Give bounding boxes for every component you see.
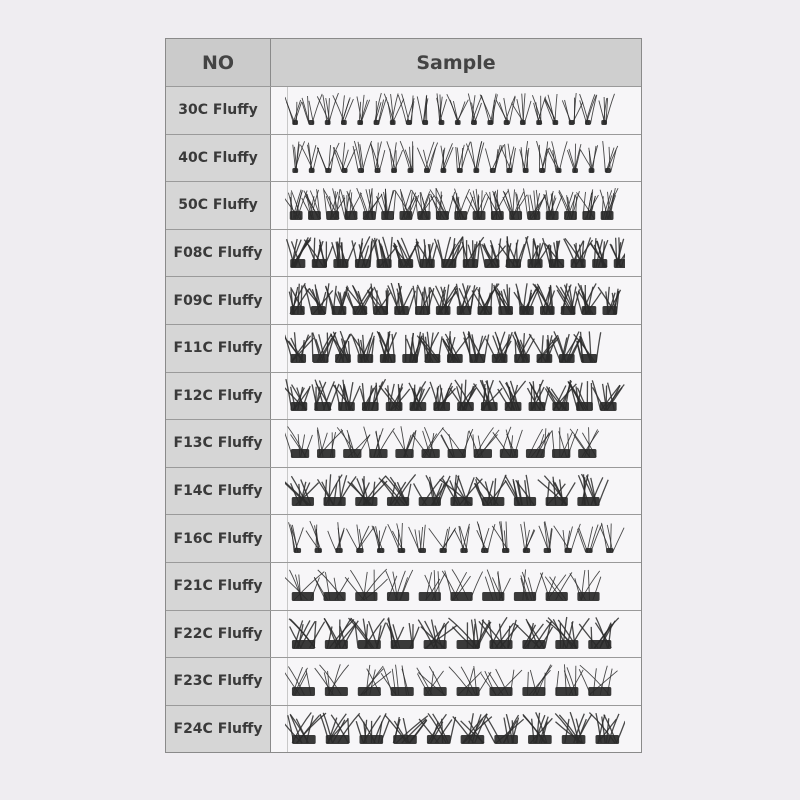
table-row [166, 419, 641, 467]
lash-strip-image [285, 519, 625, 557]
lash-cluster [493, 427, 523, 458]
lash-cluster [482, 570, 510, 601]
lash-strip-image [285, 91, 625, 129]
lash-cluster [526, 428, 552, 458]
lash-cluster [545, 94, 559, 125]
lash-cluster [580, 145, 597, 173]
lash-cluster [441, 428, 473, 458]
lash-sample-cell [271, 706, 641, 753]
lash-cluster [579, 617, 619, 649]
lash-cluster [393, 426, 416, 458]
lash-cluster [339, 190, 361, 221]
lash-cluster [449, 666, 491, 696]
table-row [166, 276, 641, 324]
lash-cluster [524, 189, 545, 221]
lash-sample-cell [271, 135, 641, 182]
lash-cluster [318, 474, 357, 506]
lash-cluster [514, 569, 543, 601]
lash-cluster [285, 332, 314, 363]
lash-cluster [479, 238, 505, 268]
table-row [166, 610, 641, 658]
product-name: F24C Fluffy [166, 706, 271, 753]
lash-cluster [600, 188, 618, 220]
lash-cluster [577, 474, 608, 506]
lash-cluster [372, 526, 386, 553]
lash-cluster [409, 525, 426, 553]
lash-cluster [417, 332, 442, 363]
lash-strip-image [285, 329, 625, 367]
lash-cluster [469, 428, 499, 458]
lash-cluster [552, 331, 581, 363]
product-name: 40C Fluffy [166, 135, 271, 182]
lash-cluster [357, 188, 382, 220]
lash-cluster [527, 379, 549, 410]
lash-cluster [302, 189, 321, 220]
product-name: F14C Fluffy [166, 468, 271, 515]
table-row [166, 705, 641, 753]
lash-cluster [302, 94, 322, 125]
lash-cluster [315, 664, 349, 696]
product-name: F08C Fluffy [166, 230, 271, 277]
lash-cluster [456, 141, 471, 172]
lash-sample-cell [271, 468, 641, 515]
table-row [166, 324, 641, 372]
lash-cluster [289, 618, 325, 648]
lash-cluster [555, 712, 592, 744]
product-name: F16C Fluffy [166, 515, 271, 562]
lash-cluster [541, 572, 572, 601]
lash-cluster [441, 143, 454, 173]
lash-sample-cell [271, 515, 641, 562]
lash-cluster [285, 190, 307, 220]
lash-cluster [532, 95, 545, 125]
lash-cluster [333, 142, 355, 173]
lash-cluster [285, 379, 310, 411]
lash-cluster [384, 94, 404, 125]
lash-cluster [435, 236, 464, 267]
lash-cluster [409, 381, 430, 411]
lash-cluster [481, 669, 522, 696]
lash-cluster [285, 476, 319, 506]
lash-cluster [447, 94, 469, 125]
lash-cluster [430, 188, 455, 220]
lash-cluster [306, 521, 322, 553]
table-row [166, 467, 641, 515]
table-row [166, 86, 641, 134]
lash-cluster [305, 284, 333, 316]
lash-cluster [289, 284, 309, 316]
product-name: F21C Fluffy [166, 563, 271, 610]
lash-cluster [536, 141, 548, 173]
lash-cluster [590, 238, 608, 268]
lash-cluster [520, 141, 529, 173]
lash-cluster [570, 427, 599, 458]
table-row [166, 134, 641, 182]
lash-cluster [480, 94, 497, 125]
product-name: 50C Fluffy [166, 182, 271, 229]
lash-cluster [592, 380, 624, 411]
lash-cluster [468, 93, 481, 125]
lash-cluster [474, 380, 503, 411]
lash-cluster [578, 524, 602, 553]
lash-cluster [346, 525, 374, 553]
lash-cluster [429, 527, 456, 553]
product-name: F23C Fluffy [166, 658, 271, 705]
lash-cluster [554, 524, 581, 553]
table-row [166, 657, 641, 705]
lash-cluster [419, 570, 445, 601]
lash-cluster [285, 427, 312, 458]
lash-cluster [364, 427, 395, 458]
lash-cluster [599, 94, 615, 125]
lash-strip-image [285, 710, 625, 748]
lash-strip-image [285, 472, 625, 510]
lash-cluster [475, 475, 507, 506]
lash-cluster [367, 284, 390, 315]
lash-sample-cell [271, 277, 641, 324]
lash-cluster [463, 331, 488, 363]
lash-strip-image [285, 186, 625, 224]
lash-cluster [312, 379, 339, 410]
lash-strip-image [285, 234, 625, 272]
lash-cluster [570, 570, 601, 601]
lash-cluster [385, 715, 428, 744]
lash-cluster [555, 664, 583, 696]
lash-cluster [498, 380, 526, 410]
product-name: F11C Fluffy [166, 325, 271, 372]
lash-cluster [455, 524, 470, 553]
lash-cluster [442, 569, 482, 601]
lash-cluster [485, 145, 503, 173]
lash-cluster [529, 334, 558, 363]
lash-cluster [317, 143, 339, 173]
lash-sample-cell [271, 563, 641, 610]
lash-cluster [317, 428, 343, 459]
lash-cluster [395, 189, 419, 220]
lash-cluster [562, 93, 583, 125]
lash-strip-image [285, 615, 625, 653]
lash-cluster [539, 522, 552, 554]
lash-cluster [351, 332, 374, 363]
lash-cluster [356, 713, 389, 744]
lash-cluster [486, 332, 513, 363]
lash-cluster [388, 523, 405, 553]
lash-cluster [466, 189, 488, 220]
lash-cluster [521, 522, 535, 553]
table-row [166, 514, 641, 562]
lash-cluster [598, 287, 620, 315]
lash-cluster [544, 190, 563, 220]
product-name: F22C Fluffy [166, 611, 271, 658]
lash-cluster [453, 713, 492, 744]
lash-cluster [576, 284, 601, 316]
lash-cluster [418, 619, 457, 649]
lash-cluster [398, 94, 414, 125]
lash-cluster [402, 332, 422, 363]
lash-sample-cell [271, 420, 641, 467]
lash-cluster [523, 712, 553, 744]
lash-cluster [603, 141, 618, 173]
lash-cluster [287, 237, 311, 268]
lash-cluster [545, 380, 576, 411]
lash-sample-cell [271, 87, 641, 134]
lash-cluster [377, 331, 396, 363]
lash-cluster [289, 523, 304, 554]
lash-strip-image [285, 139, 625, 177]
lash-cluster [505, 475, 536, 506]
table-row [166, 372, 641, 420]
lash-sample-cell [271, 611, 641, 658]
lash-sample-cell [271, 658, 641, 705]
lash-cluster [414, 475, 450, 506]
lash-cluster [360, 379, 385, 411]
lash-cluster [285, 97, 302, 125]
product-name: F12C Fluffy [166, 373, 271, 420]
lash-sample-cell [271, 182, 641, 229]
lash-cluster [381, 665, 414, 696]
lash-cluster [610, 237, 625, 268]
lash-cluster [499, 236, 528, 268]
lash-cluster [501, 143, 515, 172]
lash-cluster [376, 189, 395, 220]
lash-cluster [494, 285, 513, 316]
lash-cluster [417, 666, 447, 696]
lash-cluster [326, 286, 349, 315]
lash-cluster [552, 428, 578, 459]
lash-cluster [379, 383, 410, 410]
lash-cluster [333, 379, 360, 410]
lash-sample-cell [271, 325, 641, 372]
lash-cluster [371, 141, 385, 173]
lash-cluster [564, 237, 593, 268]
lash-cluster [454, 284, 477, 316]
header-no: NO [166, 39, 271, 86]
lash-cluster [462, 236, 484, 267]
lash-cluster [437, 93, 447, 125]
product-name: F09C Fluffy [166, 277, 271, 324]
lash-cluster [387, 141, 403, 173]
lash-cluster [538, 475, 575, 505]
lash-cluster [357, 95, 370, 125]
lash-cluster [412, 427, 443, 458]
lash-cluster [533, 284, 555, 315]
lash-cluster [589, 712, 625, 743]
lash-cluster [285, 712, 326, 743]
lash-cluster [600, 523, 624, 553]
lash-cluster [374, 237, 398, 268]
lash-cluster [387, 617, 419, 649]
lash-cluster [546, 617, 589, 649]
lash-strip-image [285, 424, 625, 462]
lash-cluster [556, 284, 579, 316]
lash-strip-image [285, 377, 625, 415]
product-name: F13C Fluffy [166, 420, 271, 467]
lash-cluster [547, 141, 567, 173]
lash-cluster [346, 286, 374, 316]
lash-cluster [320, 713, 360, 744]
lash-cluster [568, 381, 593, 411]
lash-sample-cell [271, 230, 641, 277]
product-name: 30C Fluffy [166, 87, 271, 134]
lash-cluster [574, 331, 601, 363]
lash-cluster [300, 142, 318, 172]
lash-cluster [543, 238, 564, 268]
lash-cluster [388, 283, 416, 315]
lash-cluster [576, 190, 598, 221]
lash-cluster [515, 619, 553, 649]
lash-cluster [328, 523, 345, 554]
lash-cluster [393, 238, 419, 268]
lash-cluster [567, 143, 581, 172]
table-row [166, 181, 641, 229]
lash-cluster [417, 141, 437, 172]
lash-cluster [374, 93, 387, 125]
lash-cluster [345, 569, 387, 601]
table-row [166, 229, 641, 277]
lash-strip-image [285, 281, 625, 319]
lash-cluster [292, 141, 304, 173]
lash-cluster [400, 141, 413, 173]
table-row [166, 562, 641, 610]
lash-cluster [452, 189, 473, 220]
lash-cluster [386, 570, 413, 601]
lash-cluster [449, 379, 476, 410]
lash-cluster [285, 667, 315, 697]
lash-cluster [496, 96, 515, 125]
lash-cluster [379, 474, 416, 506]
lash-cluster [430, 381, 455, 410]
lash-cluster [442, 331, 469, 363]
lash-cluster [348, 618, 385, 649]
lash-cluster [580, 94, 597, 125]
lash-cluster [353, 141, 372, 173]
lash-strip-image [285, 567, 625, 605]
lash-cluster [417, 95, 428, 125]
lash-sample-cell [271, 373, 641, 420]
lash-sample-table [165, 38, 642, 753]
lash-cluster [314, 570, 348, 601]
lash-cluster [579, 665, 617, 696]
header-sample: Sample [271, 39, 641, 86]
lash-cluster [522, 665, 552, 696]
table-header [166, 39, 641, 86]
lash-strip-image [285, 662, 625, 700]
lash-cluster [559, 190, 580, 220]
